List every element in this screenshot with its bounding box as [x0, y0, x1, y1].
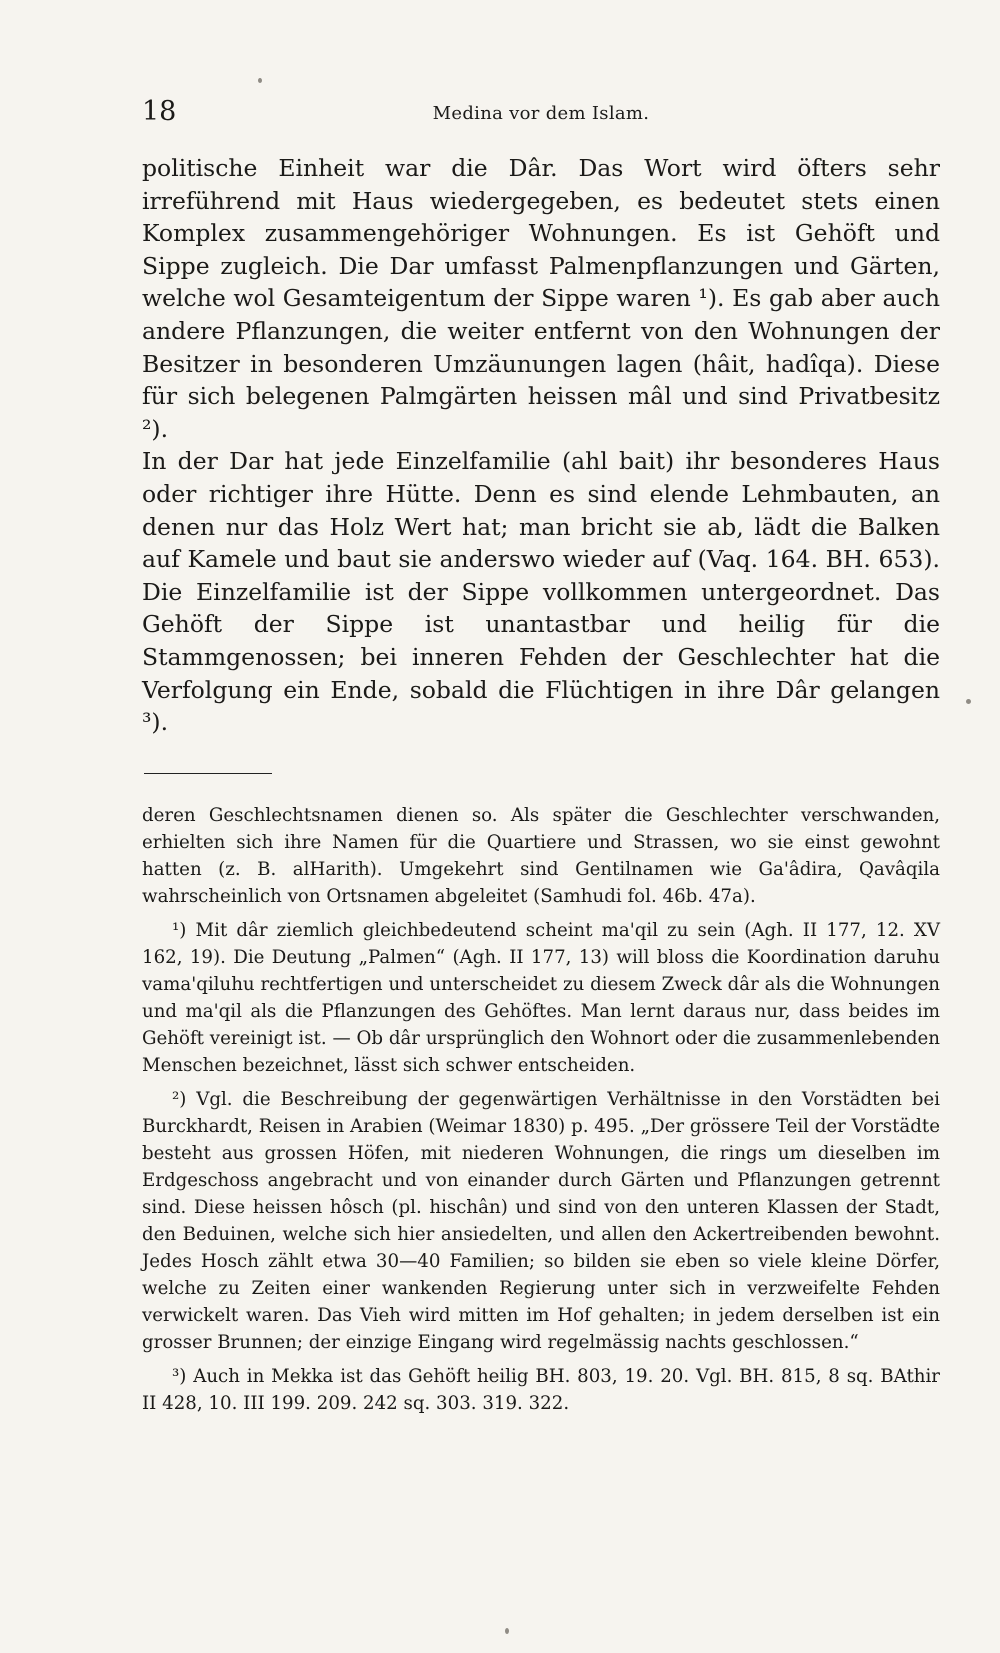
footnote-2: ²) Vgl. die Beschreibung der gegenwärtigen Verhältnisse in den Vorstädten bei Burckhardt, Reisen in Arabien (Weimar 1830) p. 495. „Der grössere Teil der Vorstädte besteht aus grossen Höfen, mit niederen Wohnungen, die rings um dieselben im Erdgeschoss angebracht und von einander durch Gärten und Pflanzungen getrennt sind. Diese heissen hôsch (pl. hischân) und sind von den unteren Klassen der Stadt, den Beduinen, welche sich hier ansiedelten, und allen den Ackertreibenden bewohnt. Jedes Hosch zählt etwa 30—40 Familien; so bilden sie eben so viele kleine Dörfer, welche zu Zeiten einer wankenden Regierung unter sich in verzweifelte Fehden verwickelt waren. Das Vieh wird mitten im Hof gehalten; in jedem derselben ist ein grosser Brunnen; der einzige Eingang wird regelmässig nachts geschlossen.“: [142, 1088, 940, 1353]
footnote-rule: [144, 773, 272, 774]
ink-speck-top: [258, 78, 262, 83]
running-head: [142, 92, 940, 132]
ink-speck-right: [966, 699, 971, 704]
page-number: 18: [142, 96, 177, 127]
footnote-1: ¹) Mit dâr ziemlich gleichbedeutend scheint ma'qil zu sein (Agh. II 177, 12. XV 162, 19). Die Deutung „Palmen“ (Agh. II 177, 13) will bloss die Koordination daruhu vama'qiluhu rechtfertigen und unterscheidet zu diesem Zweck dâr als die Wohnungen und ma'qil als die Pflanzungen des Gehöftes. Man lernt daraus nur, dass beides im Gehöft vereinigt ist. — Ob dâr ursprünglich den Wohnort oder die zusammenlebenden Menschen bezeichnet, lässt sich schwer entscheiden.: [142, 919, 940, 1076]
main-text: [142, 152, 940, 739]
running-title: Medina vor dem Islam.: [432, 103, 650, 124]
paragraph-1: politische Einheit war die Dâr. Das Wort wird öfters sehr irreführend mit Haus wiedergegeben, es bedeutet stets einen Komplex zusammengehöriger Wohnungen. Es ist Gehöft und Sippe zugleich. Die Dar umfasst Palmenpflanzungen und Gärten, welche wol Gesamteigentum der Sippe waren ¹). Es gab aber auch andere Pflanzungen, die weiter entfernt von den Wohnungen der Besitzer in besonderen Umzäunungen lagen (hâit, hadîqa). Diese für sich belegenen Palmgärten heissen mâl und sind Privatbesitz ²).: [142, 154, 940, 443]
footnotes: [142, 802, 940, 1417]
footnote-3: ³) Auch in Mekka ist das Gehöft heilig BH. 803, 19. 20. Vgl. BH. 815, 8 sq. BAthir II 428, 10. III 199. 209. 242 sq. 303. 319. 322.: [142, 1365, 940, 1414]
ink-speck-bottom: [505, 1628, 509, 1634]
footnote-continuation: deren Geschlechtsnamen dienen so. Als später die Geschlechter verschwanden, erhielten sich ihre Namen für die Quartiere und Strassen, wo sie einst gewohnt hatten (z. B. alHarith). Umgekehrt sind Gentilnamen wie Ga'âdira, Qavâqila wahrscheinlich von Ortsnamen abgeleitet (Samhudi fol. 46b. 47a).: [142, 804, 940, 907]
paragraph-2: In der Dar hat jede Einzelfamilie (ahl bait) ihr besonderes Haus oder richtiger ihre Hütte. Denn es sind elende Lehmbauten, an denen nur das Holz Wert hat; man bricht sie ab, lädt die Balken auf Kamele und baut sie anderswo wieder auf (Vaq. 164. BH. 653). Die Einzelfamilie ist der Sippe vollkommen untergeordnet. Das Gehöft der Sippe ist unantastbar und heilig für die Stammgenossen; bei inneren Fehden der Geschlechter hat die Verfolgung ein Ende, sobald die Flüchtigen in ihre Dâr gelangen ³).: [142, 447, 940, 737]
